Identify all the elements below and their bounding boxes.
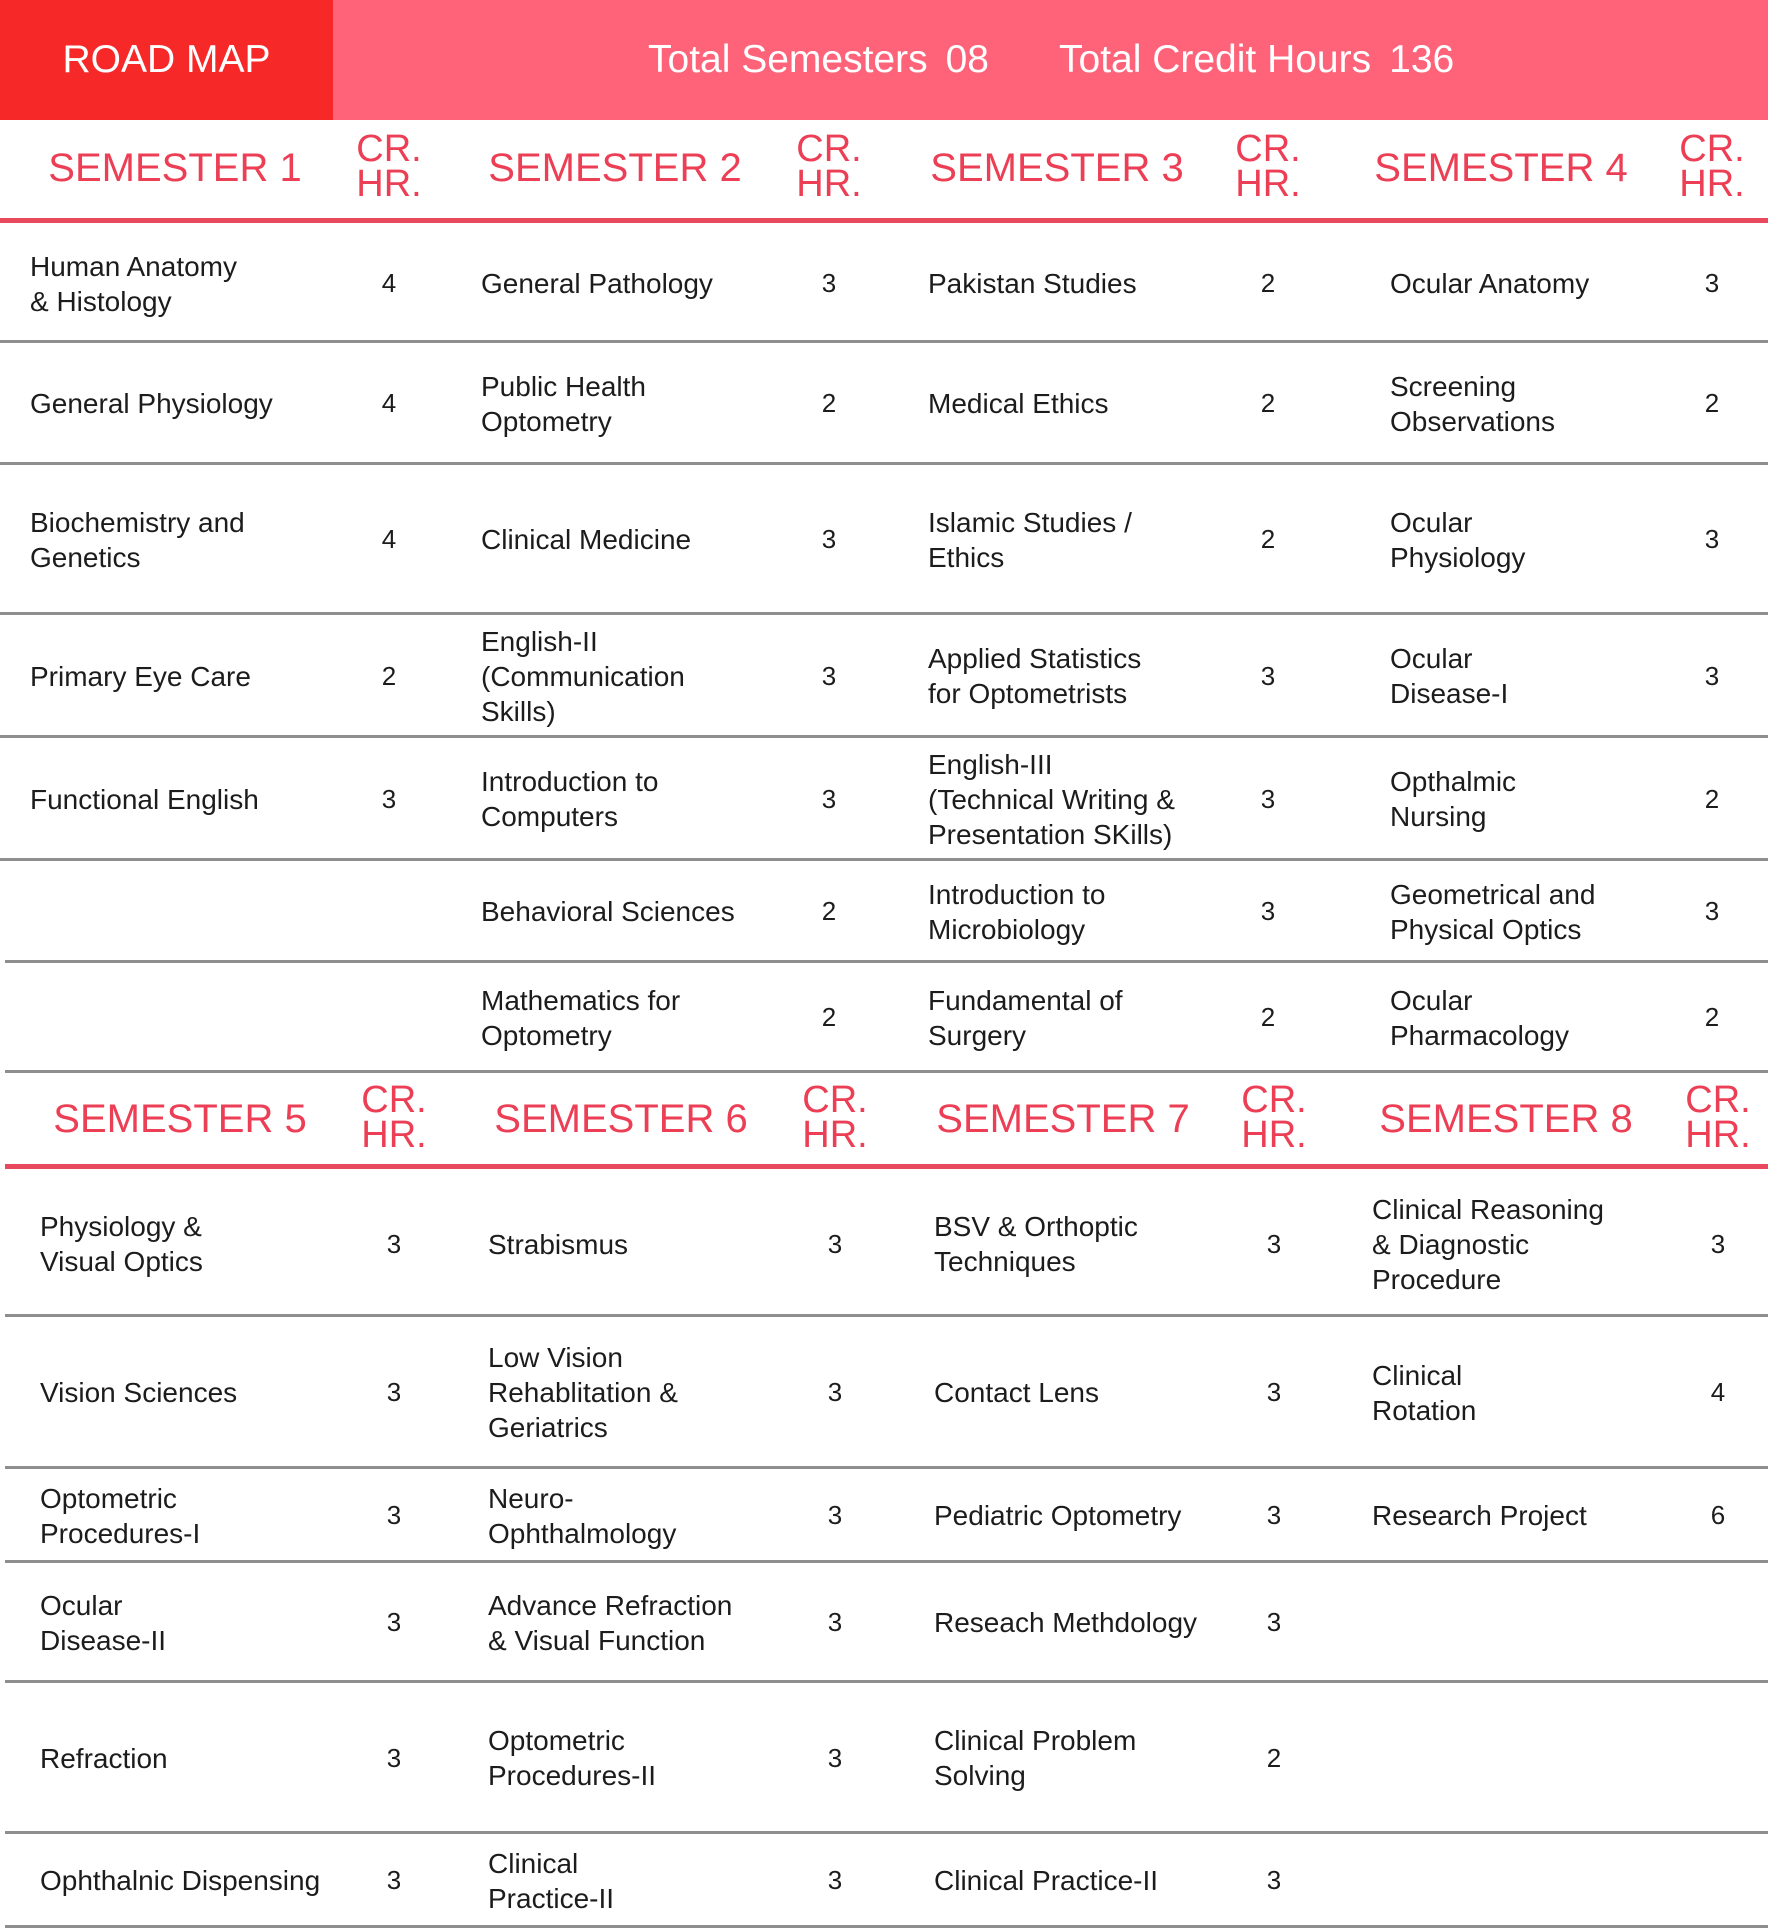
credit-hour-heading — [1657, 128, 1767, 205]
course-credit: 3 — [1266, 1607, 1282, 1637]
course-credit: 2 — [1260, 524, 1276, 554]
road-map-label: ROAD MAP — [62, 38, 271, 81]
credit-hour-heading-line: CR. — [1241, 1079, 1307, 1121]
course-credit: 3 — [821, 268, 837, 298]
total-semesters-value: 08 — [945, 38, 989, 81]
course-credit — [1678, 1835, 1758, 1926]
course-name — [934, 1318, 1244, 1467]
credit-hour-heading-line: HR. — [1241, 1114, 1307, 1156]
credit-hour-heading-line: CR. — [1685, 1079, 1751, 1121]
course-name-text: Fundamental of Surgery — [928, 984, 1123, 1051]
course-name — [934, 1835, 1244, 1926]
course-name — [481, 862, 841, 961]
course-name — [1372, 1173, 1692, 1315]
course-name — [488, 1318, 838, 1467]
course-name-text: Islamic Studies / Ethics — [928, 506, 1132, 573]
course-name-text: Ocular Pharmacology — [1390, 984, 1569, 1051]
course-credit: 4 — [381, 388, 397, 418]
course-name-text: Geometrical and Physical Optics — [1390, 878, 1596, 945]
course-name — [1372, 1470, 1692, 1561]
course-credit: 6 — [1710, 1500, 1726, 1530]
course-credit: 4 — [381, 268, 397, 298]
course-name-text: Ophthalnic Dispensing — [40, 1865, 321, 1896]
course-name-text: Low Vision Rehablitation & Geriatrics — [488, 1342, 678, 1443]
row-divider — [0, 462, 1768, 465]
credit-hour-heading-line: CR. — [1679, 128, 1745, 170]
course-name — [40, 1318, 370, 1467]
course-name — [30, 226, 370, 341]
total-semesters-label: Total Semesters — [648, 38, 928, 81]
course-credit: 3 — [386, 1607, 402, 1637]
course-name-text: Primary Eye Care — [30, 660, 251, 692]
course-name-text: Introduction to Computers — [481, 766, 659, 832]
course-credit: 3 — [1704, 896, 1720, 926]
course-name — [30, 616, 370, 736]
course-name — [1390, 466, 1690, 613]
credit-hour-heading-line: CR. — [361, 1079, 427, 1121]
course-name-text: Clinical Problem Solving — [934, 1725, 1137, 1791]
course-name — [40, 1835, 370, 1926]
row-divider — [5, 960, 1768, 963]
course-name-text: Screening Observations — [1390, 370, 1555, 437]
course-credit: 2 — [1704, 388, 1720, 418]
course-name-text: Neuro- Ophthalmology — [488, 1482, 677, 1549]
total-credit-hours — [1059, 0, 1454, 120]
course-name — [30, 739, 370, 859]
semester-header-row — [0, 1071, 1774, 1167]
course-name-text: Medical Ethics — [928, 388, 1109, 419]
course-name — [928, 739, 1238, 859]
credit-hour-heading-line: HR. — [356, 163, 422, 205]
row-divider — [5, 1680, 1768, 1683]
semester-title: SEMESTER 3 — [930, 145, 1184, 190]
course-name — [481, 226, 841, 341]
course-name — [40, 1173, 370, 1315]
course-credit: 3 — [381, 783, 397, 814]
course-row — [0, 226, 1768, 341]
course-name-text: Ocular Disease-II — [40, 1589, 167, 1656]
course-name-text: Mathematics for Optometry — [481, 984, 681, 1051]
course-credit: 3 — [827, 1865, 843, 1895]
semester-title: SEMESTER 6 — [494, 1096, 748, 1141]
credit-hour-heading-line: HR. — [796, 163, 862, 205]
credit-hour-heading-line: HR. — [361, 1114, 427, 1156]
row-divider — [0, 612, 1768, 615]
course-credit: 2 — [821, 896, 837, 926]
row-divider — [5, 1466, 1768, 1469]
total-credit-value: 136 — [1389, 38, 1455, 81]
course-name — [1390, 616, 1690, 736]
course-name — [488, 1564, 838, 1681]
course-row — [0, 1564, 1768, 1681]
course-name-text: Opthalmic Nursing — [1390, 766, 1517, 832]
header-bar — [0, 0, 1768, 120]
course-credit: 3 — [821, 783, 837, 814]
course-name — [1390, 964, 1690, 1071]
course-credit: 3 — [1704, 524, 1720, 554]
course-name — [30, 964, 370, 1071]
semester-title: SEMESTER 1 — [48, 145, 302, 190]
row-divider — [5, 1560, 1768, 1563]
course-name-text: Human Anatomy & Histology — [30, 250, 237, 317]
course-name-text: Strabismus — [488, 1228, 629, 1260]
course-credit: 3 — [386, 1500, 402, 1530]
course-name-text: Reseach Methdology — [934, 1607, 1198, 1638]
course-row — [0, 1684, 1768, 1832]
course-name — [928, 344, 1238, 463]
credit-hour-heading-line: CR. — [796, 128, 862, 170]
course-credit: 3 — [827, 1607, 843, 1637]
course-credit: 3 — [386, 1377, 402, 1407]
course-credit: 2 — [1260, 1002, 1276, 1032]
course-credit: 3 — [1266, 1500, 1282, 1530]
course-name-text: Research Project — [1372, 1500, 1587, 1531]
course-name — [488, 1835, 838, 1926]
semester-header-row — [0, 120, 1774, 216]
course-credit — [349, 862, 429, 961]
course-name-text: English-II (Communication Skills) — [481, 625, 685, 727]
course-name-text: Ocular Disease-I — [1390, 643, 1509, 709]
course-row — [0, 964, 1768, 1071]
semester-title: SEMESTER 2 — [488, 145, 742, 190]
total-semesters — [648, 0, 989, 120]
course-name — [481, 344, 841, 463]
course-name-text: Clinical Medicine — [481, 524, 692, 555]
course-name — [1372, 1318, 1692, 1467]
course-name-text: Pediatric Optometry — [934, 1500, 1182, 1531]
course-credit: 2 — [1704, 783, 1720, 814]
road-map-badge — [0, 0, 333, 120]
course-name — [481, 466, 841, 613]
course-name — [40, 1564, 370, 1681]
course-credit: 2 — [1704, 1002, 1720, 1032]
course-credit: 3 — [827, 1377, 843, 1407]
course-row — [0, 466, 1768, 613]
course-credit: 3 — [1266, 1228, 1282, 1259]
course-credit: 2 — [821, 388, 837, 418]
course-name — [30, 466, 370, 613]
course-name-text: Clinical Rotation — [1372, 1359, 1477, 1426]
semester-header-divider — [0, 218, 1768, 223]
course-name — [1390, 739, 1690, 859]
course-name — [1372, 1835, 1692, 1926]
course-row — [0, 862, 1768, 961]
course-credit: 3 — [386, 1228, 402, 1259]
credit-hour-heading-line: HR. — [802, 1114, 868, 1156]
course-name-text: General Physiology — [30, 388, 273, 419]
semester-header-divider — [5, 1164, 1768, 1169]
credit-hour-heading-line: CR. — [802, 1079, 868, 1121]
credit-hour-heading — [1213, 128, 1323, 205]
course-name — [481, 964, 841, 1071]
course-row — [0, 1835, 1768, 1926]
course-name — [488, 1173, 838, 1315]
course-name-text: Clinical Practice-II — [934, 1865, 1159, 1896]
row-divider — [0, 858, 1768, 861]
course-credit: 3 — [386, 1865, 402, 1895]
course-credit: 3 — [821, 660, 837, 691]
course-credit: 3 — [1704, 268, 1720, 298]
course-credit: 3 — [827, 1500, 843, 1530]
course-name-text: Biochemistry and Genetics — [30, 506, 245, 573]
course-name — [481, 739, 841, 859]
course-credit: 3 — [1704, 660, 1720, 691]
credit-hour-heading — [339, 1079, 449, 1156]
course-name-text: Introduction to Microbiology — [928, 878, 1106, 945]
course-name — [488, 1684, 838, 1832]
credit-hour-heading — [780, 1079, 890, 1156]
course-credit: 4 — [381, 524, 397, 554]
course-credit: 3 — [1260, 783, 1276, 814]
semester-title: SEMESTER 8 — [1379, 1096, 1633, 1141]
course-credit — [349, 964, 429, 1071]
credit-hour-heading-line: HR. — [1679, 163, 1745, 205]
course-name-text: Advance Refraction & Visual Function — [488, 1589, 733, 1656]
course-credit: 3 — [821, 524, 837, 554]
course-name — [1372, 1564, 1692, 1681]
course-name — [934, 1173, 1244, 1315]
course-name-text: Behavioral Sciences — [481, 896, 735, 927]
semester-title: SEMESTER 7 — [936, 1096, 1190, 1141]
course-name — [934, 1564, 1244, 1681]
course-name — [934, 1470, 1244, 1561]
course-name — [30, 862, 370, 961]
credit-hour-heading-line: HR. — [1235, 163, 1301, 205]
course-name-text: Functional English — [30, 783, 259, 815]
credit-hour-heading-line: CR. — [1235, 128, 1301, 170]
course-name — [928, 226, 1238, 341]
course-name-text: Refraction — [40, 1742, 168, 1774]
course-name-text: Optometric Procedures-I — [40, 1482, 201, 1549]
course-credit — [1678, 1564, 1758, 1681]
course-row — [0, 739, 1768, 859]
course-row — [0, 616, 1768, 736]
course-row — [0, 1318, 1768, 1467]
course-credit: 3 — [1266, 1865, 1282, 1895]
course-credit: 4 — [1710, 1377, 1726, 1407]
course-credit: 3 — [386, 1742, 402, 1773]
course-name-text: English-III (Technical Writing & Presentation SKills) — [928, 748, 1175, 850]
course-name — [481, 616, 841, 736]
course-credit: 2 — [381, 660, 397, 691]
course-credit: 2 — [821, 1002, 837, 1032]
course-row — [0, 1173, 1768, 1315]
course-name-text: Clinical Practice-II — [488, 1847, 615, 1914]
course-name — [1372, 1684, 1692, 1832]
course-name-text: Public Health Optometry — [481, 370, 646, 437]
credit-hour-heading — [334, 128, 444, 205]
course-name-text: Vision Sciences — [40, 1377, 238, 1408]
row-divider — [5, 1831, 1768, 1834]
course-credit: 2 — [1260, 388, 1276, 418]
course-name — [40, 1470, 370, 1561]
course-credit: 3 — [1266, 1377, 1282, 1407]
row-divider — [0, 735, 1768, 738]
course-name-text: Pakistan Studies — [928, 268, 1137, 299]
course-name — [928, 964, 1238, 1071]
course-credit: 3 — [827, 1742, 843, 1773]
course-name-text: Applied Statistics for Optometrists — [928, 643, 1142, 709]
course-name — [1390, 344, 1690, 463]
course-name-text: Clinical Reasoning & Diagnostic Procedure — [1372, 1193, 1604, 1295]
course-credit: 3 — [1260, 896, 1276, 926]
course-name-text: BSV & Orthoptic Techniques — [934, 1211, 1138, 1277]
course-name-text: Ocular Anatomy — [1390, 268, 1590, 299]
total-credit-label: Total Credit Hours — [1059, 38, 1372, 81]
course-name — [928, 466, 1238, 613]
row-divider — [0, 340, 1768, 343]
course-credit: 3 — [1710, 1228, 1726, 1259]
row-divider — [5, 1925, 1768, 1928]
course-credit: 3 — [827, 1228, 843, 1259]
semester-title: SEMESTER 4 — [1374, 145, 1628, 190]
semester-title: SEMESTER 5 — [53, 1096, 307, 1141]
credit-hour-heading — [774, 128, 884, 205]
course-credit — [1678, 1684, 1758, 1832]
course-row — [0, 344, 1768, 463]
course-credit: 3 — [1260, 660, 1276, 691]
credit-hour-heading — [1219, 1079, 1329, 1156]
course-name — [1390, 862, 1690, 961]
course-name-text: Ocular Physiology — [1390, 506, 1526, 573]
course-name — [488, 1470, 838, 1561]
course-name — [30, 344, 370, 463]
course-name-text: Optometric Procedures-II — [488, 1725, 657, 1791]
course-name — [928, 616, 1238, 736]
course-credit: 2 — [1260, 268, 1276, 298]
row-divider — [5, 1314, 1768, 1317]
course-name — [1390, 226, 1690, 341]
credit-hour-heading — [1663, 1079, 1773, 1156]
credit-hour-heading-line: HR. — [1685, 1114, 1751, 1156]
course-name — [928, 862, 1238, 961]
course-row — [0, 1470, 1768, 1561]
course-credit: 2 — [1266, 1742, 1282, 1773]
course-name-text: Contact Lens — [934, 1377, 1099, 1408]
course-name — [40, 1684, 370, 1832]
credit-hour-heading-line: CR. — [356, 128, 422, 170]
course-name — [934, 1684, 1244, 1832]
course-name-text: Physiology & Visual Optics — [40, 1211, 203, 1277]
course-name-text: General Pathology — [481, 268, 713, 299]
